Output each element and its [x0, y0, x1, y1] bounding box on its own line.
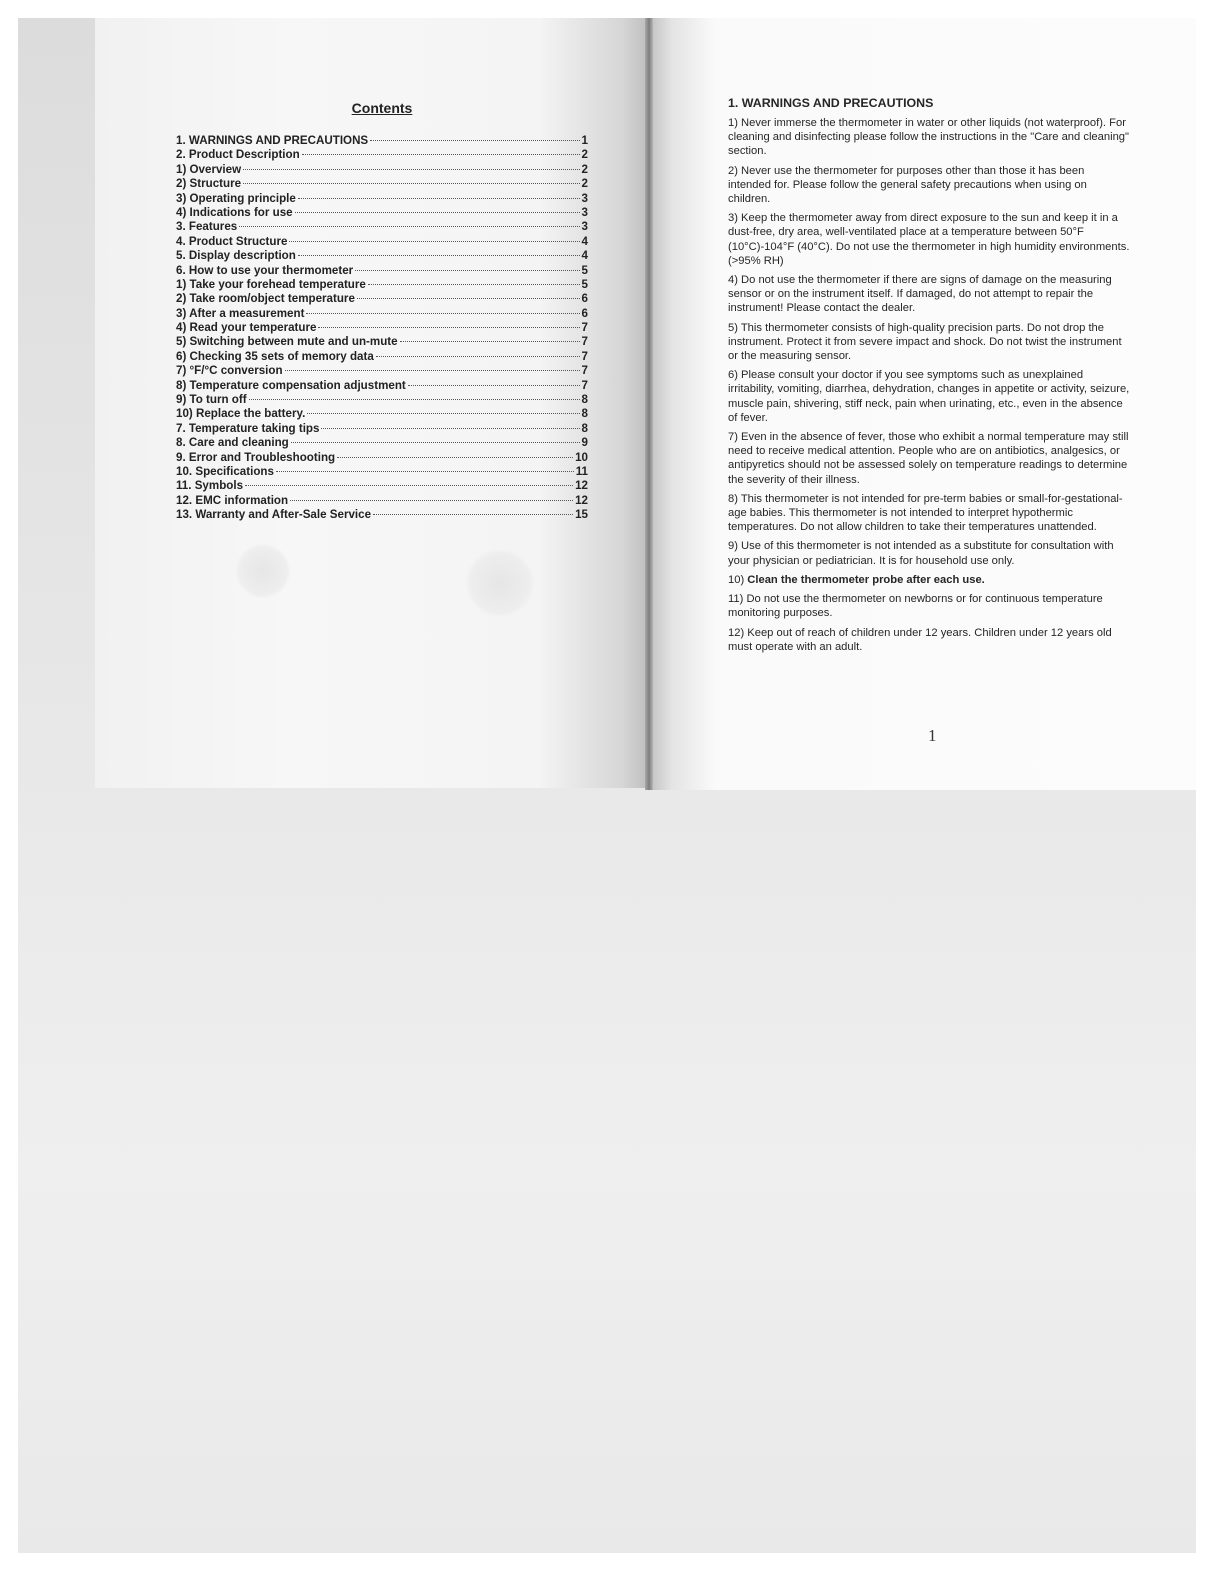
toc-entry-label: 8. Care and cleaning [176, 436, 289, 450]
contents-title: Contents [351, 100, 413, 116]
toc-entry [176, 249, 588, 263]
toc-entry-page: 6 [581, 292, 588, 306]
toc-entry [176, 393, 588, 407]
warning-item: 9) Use of this thermometer is not intended as a substitute for consultation with your physician or pediatrician. It is for household use only. [728, 540, 1114, 567]
toc-entry [176, 148, 588, 162]
toc-leader-dots [408, 385, 580, 386]
warning-item: 6) Please consult your doctor if you see symptoms such as unexplained irritability, vomiting, diarrhea, dehydration, changes in appetite or activity, seizure, muscle pain, shivering, stiff neck, pain when urinating, etc., even in the absence of fever. [728, 369, 1130, 424]
toc-entry [176, 436, 588, 450]
toc-leader-dots [302, 154, 580, 155]
toc-entry-label: 6. How to use your thermometer [176, 263, 354, 277]
toc-entry-page: 7 [581, 335, 588, 349]
toc-entry-label: 1) Take your forehead temperature [176, 277, 366, 291]
toc-leader-dots [298, 198, 580, 199]
toc-leader-dots [376, 356, 580, 357]
book-gutter [645, 18, 653, 790]
toc-entry-page: 9 [581, 436, 588, 450]
toc-entry-page: 15 [575, 508, 588, 522]
toc-entry-label: 10. Specifications [176, 464, 274, 478]
toc-entry [176, 494, 588, 508]
toc-entry-page: 7 [581, 349, 588, 363]
toc-entry-label: 7. Temperature taking tips [176, 421, 320, 435]
toc-entry-label: 11. Symbols [176, 479, 244, 493]
toc-entry [176, 379, 588, 393]
toc-entry [176, 335, 588, 349]
toc-leader-dots [370, 140, 579, 141]
toc-entry-label: 13. Warranty and After-Sale Service [176, 508, 372, 522]
toc-entry-page: 7 [581, 321, 588, 335]
toc-leader-dots [337, 457, 573, 458]
toc-leader-dots [368, 284, 580, 285]
warning-item-bold: Clean the thermometer probe after each use. [747, 573, 985, 586]
toc-entry-page: 2 [581, 162, 588, 176]
contents-list [176, 134, 588, 523]
toc-leader-dots [298, 255, 580, 256]
toc-entry-label: 8) Temperature compensation adjustment [176, 378, 406, 392]
toc-entry-page: 5 [581, 263, 588, 277]
warning-item: 1) Never immerse the thermometer in water or other liquids (not waterproof). For cleaning and disinfecting please follow the instructions in the "Care and cleaning" section. [728, 117, 1129, 158]
bleed-through-seal [235, 543, 291, 599]
toc-entry-label: 2. Product Description [176, 148, 300, 162]
toc-leader-dots [245, 485, 573, 486]
toc-entry-page: 2 [581, 148, 588, 162]
toc-entry-page: 6 [581, 306, 588, 320]
warning-item [728, 573, 1130, 587]
toc-leader-dots [276, 471, 574, 472]
toc-entry-page: 12 [575, 493, 588, 507]
toc-leader-dots [373, 514, 573, 515]
toc-leader-dots [243, 183, 579, 184]
toc-leader-dots [289, 241, 579, 242]
toc-entry-page: 11 [575, 464, 588, 478]
toc-entry [176, 134, 588, 148]
warning-item-prefix: 10) [728, 573, 748, 586]
toc-entry-label: 10) Replace the battery. [176, 407, 306, 421]
toc-entry-page: 3 [581, 191, 588, 205]
toc-entry [176, 206, 588, 220]
toc-leader-dots [318, 327, 579, 328]
toc-leader-dots [249, 399, 580, 400]
toc-entry-label: 5) Switching between mute and un-mute [176, 335, 398, 349]
warnings-list-continued [728, 592, 1130, 654]
warning-item: 11) Do not use the thermometer on newborns or for continuous temperature monitoring purposes. [728, 593, 1103, 620]
toc-entry-page: 7 [581, 364, 588, 378]
toc-entry [176, 451, 588, 465]
toc-entry [176, 292, 588, 306]
warnings-title: 1. WARNINGS AND PRECAUTIONS [728, 96, 934, 110]
toc-entry [176, 465, 588, 479]
toc-leader-dots [307, 413, 579, 414]
toc-entry-label: 3. Features [176, 220, 238, 234]
toc-entry [176, 508, 588, 522]
toc-entry [176, 321, 588, 335]
warning-item: 2) Never use the thermometer for purposes other than those it has been intended for. Please follow the general safety precautions when using on children. [728, 164, 1087, 206]
toc-entry-page: 8 [581, 421, 588, 435]
toc-entry-label: 7) °F/°C conversion [176, 364, 283, 378]
toc-entry [176, 364, 588, 378]
toc-entry-label: 9. Error and Troubleshooting [176, 450, 336, 464]
toc-entry-label: 5. Display description [176, 249, 296, 263]
toc-entry [176, 192, 588, 206]
toc-leader-dots [295, 212, 580, 213]
toc-entry-label: 2) Structure [176, 177, 242, 191]
toc-entry-page: 10 [575, 450, 588, 464]
toc-entry-label: 4) Read your temperature [176, 321, 317, 335]
toc-entry-page: 12 [575, 479, 588, 493]
toc-leader-dots [243, 169, 579, 170]
toc-leader-dots [239, 226, 579, 227]
bleed-through-seal [465, 548, 535, 618]
toc-entry-page: 8 [581, 407, 588, 421]
warning-item: 3) Keep the thermometer away from direct exposure to the sun and keep it in a dust-free, dry area, well-ventilated place at a temperature between 50°F (10°C)-104°F (40°C). Do not use the thermometer in high humidity environments. (>95% RH) [728, 212, 1130, 267]
toc-entry [176, 278, 588, 292]
toc-entry-label: 6) Checking 35 sets of memory data [176, 349, 374, 363]
toc-leader-dots [355, 270, 579, 271]
warning-item: 8) This thermometer is not intended for pre-term babies or small-for-gestational-age babies. This thermometer is not intended to interpret hypothermic temperatures. Do not allow children to take their temperatures unattended. [728, 492, 1123, 534]
toc-leader-dots [290, 500, 573, 501]
toc-entry-label: 2) Take room/object temperature [176, 292, 355, 306]
toc-entry-label: 1) Overview [176, 162, 242, 176]
toc-entry-label: 3) After a measurement [176, 306, 305, 320]
toc-entry-page: 3 [581, 205, 588, 219]
page-number: 1 [928, 726, 937, 745]
table-of-contents [176, 100, 588, 523]
toc-entry-label: 3) Operating principle [176, 191, 296, 205]
toc-entry [176, 350, 588, 364]
toc-entry-page: 4 [581, 249, 588, 263]
toc-entry-label: 1. WARNINGS AND PRECAUTIONS [176, 134, 369, 147]
toc-entry-label: 12. EMC information [176, 493, 289, 507]
toc-entry [176, 407, 588, 421]
warning-item: 7) Even in the absence of fever, those who exhibit a normal temperature may still need to receive medical attention. People who are on antibiotics, analgesics, or antipyretics should not be assessed solely on temperature readings to determine the severity of their illness. [728, 431, 1129, 486]
toc-entry [176, 163, 588, 177]
toc-entry [176, 422, 588, 436]
toc-entry [176, 177, 588, 191]
toc-entry-label: 4. Product Structure [176, 234, 288, 248]
toc-leader-dots [285, 370, 580, 371]
warnings-section [728, 96, 1130, 659]
toc-leader-dots [357, 298, 580, 299]
toc-entry-page: 8 [581, 393, 588, 407]
toc-entry-page: 1 [581, 134, 588, 147]
toc-leader-dots [291, 442, 580, 443]
toc-entry [176, 307, 588, 321]
warning-item: 12) Keep out of reach of children under 12 years. Children under 12 years old must operate with an adult. [728, 626, 1112, 653]
toc-leader-dots [400, 341, 580, 342]
toc-entry-page: 7 [581, 378, 588, 392]
toc-leader-dots [306, 313, 579, 314]
toc-entry-page: 3 [581, 220, 588, 234]
toc-entry [176, 220, 588, 234]
warning-item: 5) This thermometer consists of high-quality precision parts. Do not drop the instrument. Protect it from severe impact and shock. Do not twist the instrument or the measuring sensor. [728, 321, 1122, 363]
toc-entry-page: 4 [581, 234, 588, 248]
toc-leader-dots [321, 428, 579, 429]
toc-entry-page: 5 [581, 277, 588, 291]
toc-entry-page: 2 [581, 177, 588, 191]
toc-entry-label: 9) To turn off [176, 393, 247, 407]
warning-item: 4) Do not use the thermometer if there are signs of damage on the measuring sensor or on the instrument itself. If damaged, do not attempt to repair the instrument! Please contact the dealer. [728, 274, 1112, 315]
toc-entry [176, 479, 588, 493]
toc-entry-label: 4) Indications for use [176, 205, 293, 219]
toc-entry [176, 235, 588, 249]
toc-entry [176, 264, 588, 278]
warnings-list [728, 116, 1130, 568]
